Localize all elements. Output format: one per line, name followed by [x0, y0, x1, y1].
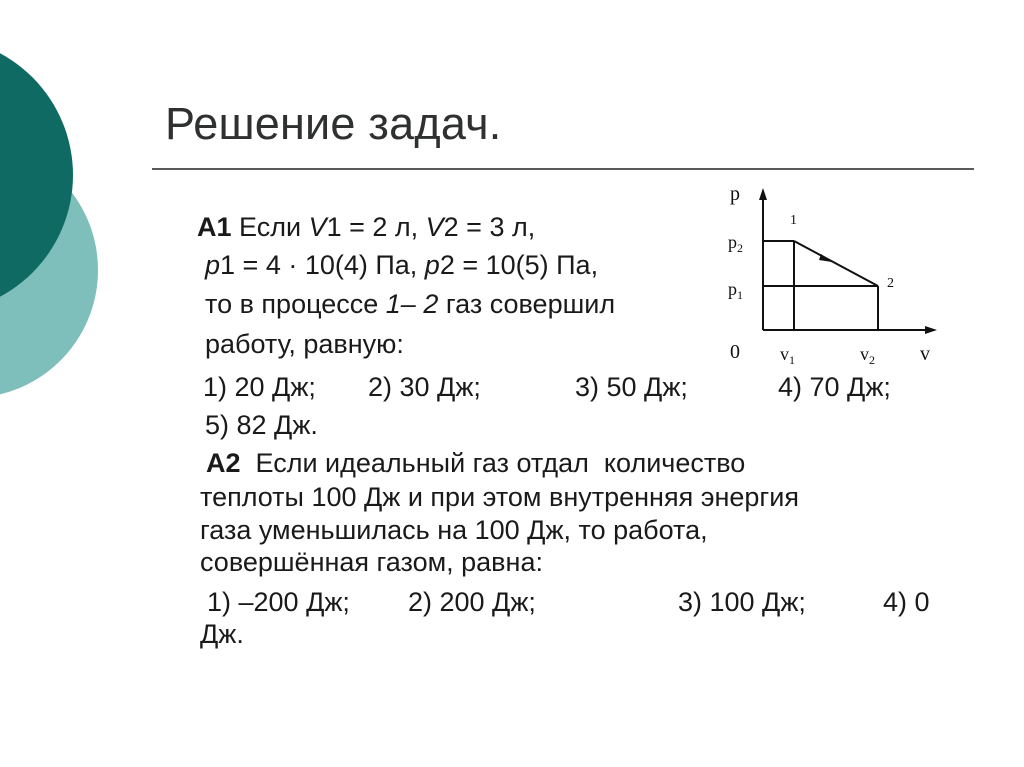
- p1-label: $p_1$: [728, 279, 743, 302]
- axis-label-v: v: [920, 343, 930, 365]
- a2-text: Если идеальный газ отдал количество: [240, 448, 746, 478]
- a2-label: А2: [206, 448, 241, 478]
- title-divider: [152, 168, 974, 170]
- a1-line-3: [205, 291, 615, 318]
- a1-text: 2 = 3 л,: [443, 212, 536, 242]
- a2-option-4: 4) 0: [883, 587, 930, 617]
- a1-var: V: [425, 212, 444, 242]
- a2-line-3: газа уменьшилась на 100 Дж, то работа,: [200, 515, 708, 545]
- a2-option-3: 3) 100 Дж;: [678, 587, 806, 617]
- a2-option-1: 1) –200 Дж;: [207, 587, 350, 617]
- a2-option-2: 2) 200 Дж;: [408, 587, 536, 617]
- a1-text: газ совершил: [438, 289, 616, 319]
- a1-var: p: [424, 250, 440, 280]
- a1-line-4: работу, равную:: [205, 329, 404, 359]
- axis-label-p: p: [730, 183, 740, 205]
- a1-option-1: 1) 20 Дж;: [203, 372, 316, 402]
- a1-text: Если: [231, 212, 309, 242]
- v2-label: $v_2$: [860, 344, 875, 367]
- a1-process: 1– 2: [385, 289, 439, 319]
- decorative-circles: [0, 0, 120, 420]
- origin-label: 0: [730, 341, 740, 363]
- point-2-label: 2: [887, 276, 894, 291]
- a1-text: то в процессе: [205, 289, 386, 319]
- a1-var: p: [205, 250, 221, 280]
- a2-line-2: теплоты 100 Дж и при этом внутренняя энергия: [200, 482, 799, 512]
- a1-text: 2 = 10(5) Па,: [439, 250, 599, 280]
- v1-label: $v_1$: [780, 344, 795, 367]
- a2-line-1: [206, 450, 745, 477]
- a1-text: 1 = 4 · 10(4) Па,: [220, 250, 425, 280]
- a1-option-2: 2) 30 Дж;: [368, 372, 481, 402]
- x-axis-arrow: [925, 326, 937, 334]
- a2-option-4-continued: Дж.: [200, 619, 244, 649]
- a1-line-1: [197, 214, 535, 241]
- point-1-label: 1: [790, 213, 797, 228]
- a1-option-5: 5) 82 Дж.: [205, 410, 318, 440]
- p2-label: $p_2$: [728, 232, 743, 255]
- a1-line-2: [205, 252, 598, 279]
- a2-line-4: совершённая газом, равна:: [200, 547, 543, 577]
- a1-option-3: 3) 50 Дж;: [575, 372, 688, 402]
- slide-title: Решение задач.: [165, 98, 502, 149]
- a1-var: V: [308, 212, 327, 242]
- process-line-slope: [794, 241, 878, 286]
- y-axis-arrow: [759, 188, 767, 200]
- pv-diagram: [720, 178, 950, 368]
- a1-text: 1 = 2 л,: [326, 212, 426, 242]
- a1-option-4: 4) 70 Дж;: [778, 372, 891, 402]
- process-direction-arrow: [819, 254, 832, 262]
- a1-label: А1: [197, 212, 232, 242]
